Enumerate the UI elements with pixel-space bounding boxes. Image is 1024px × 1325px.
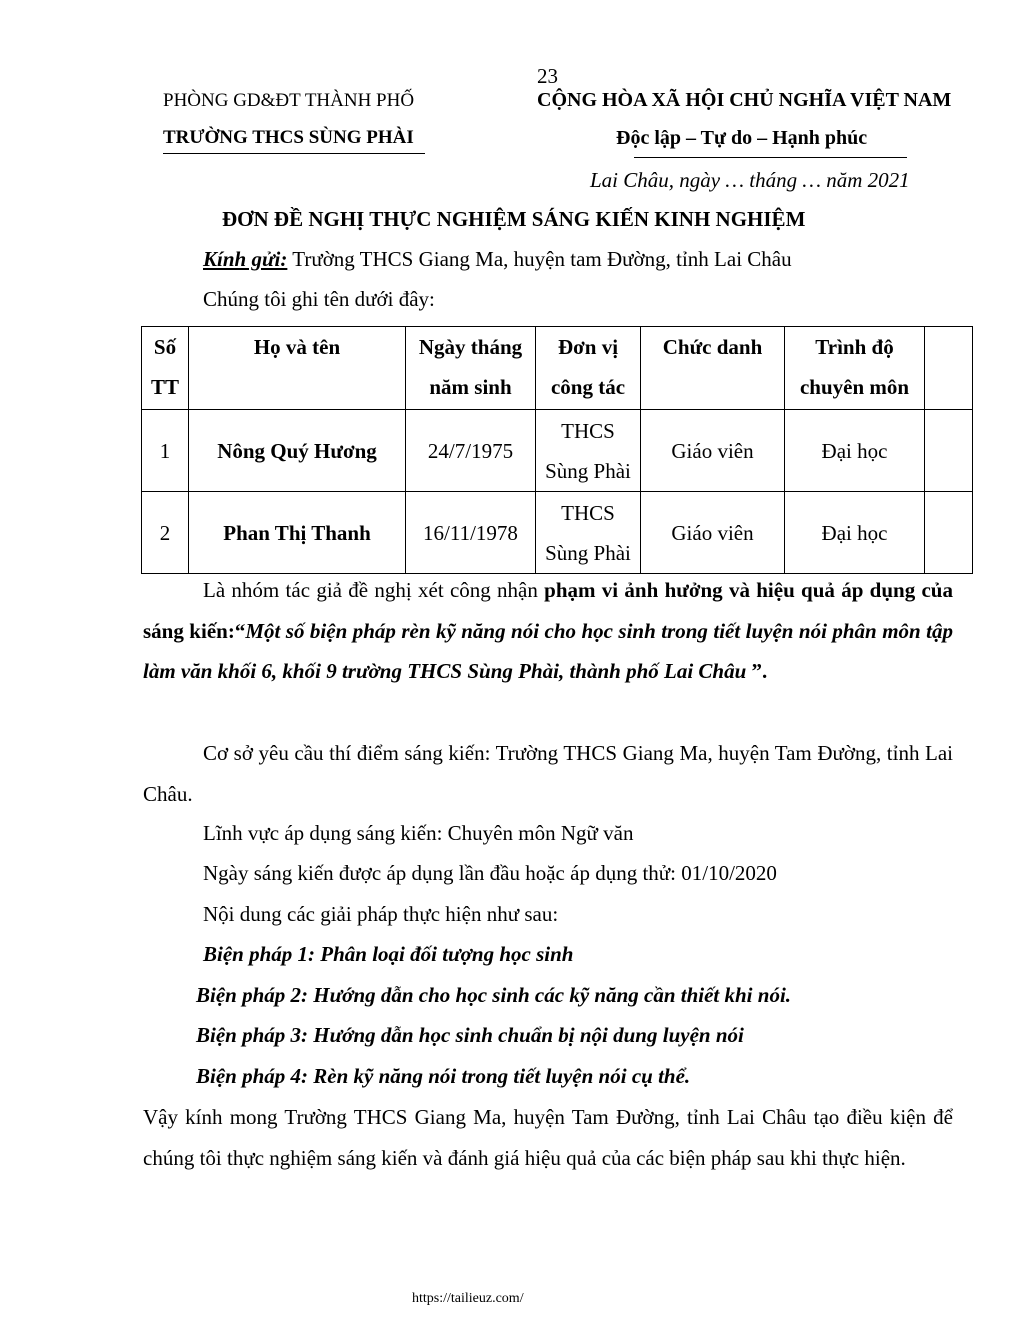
cell-level: Đại học [785, 410, 925, 492]
table-row [142, 410, 973, 492]
cell-stt: 2 [142, 492, 189, 574]
school-name: TRƯỜNG THCS SÙNG PHÀI [163, 127, 414, 148]
document-title: ĐƠN ĐỀ NGHỊ THỰC NGHIỆM SÁNG KIẾN KINH NGHIỆM [222, 207, 806, 231]
cell-dob: 24/7/1975 [406, 410, 536, 492]
department-name: PHÒNG GD&ĐT THÀNH PHỐ [163, 90, 415, 111]
header-stt: Số TT [142, 327, 189, 410]
country-name: CỘNG HÒA XÃ HỘI CHỦ NGHĨA VIỆT NAM [537, 89, 952, 111]
solutions-intro: Nội dung các giải pháp thực hiện như sau: [203, 902, 559, 926]
header-name: Họ và tên [189, 327, 406, 410]
header-level: Trình độ chuyên môn [785, 327, 925, 410]
paragraph-proposal: Là nhóm tác giả đề nghị xét công nhận phạm vi ảnh hưởng và hiệu quả áp dụng của sáng kiến:“Một số biện pháp rèn kỹ năng nói cho học sinh trong tiết luyện nói phân môn tập làm văn khối 6, khối 9 trường THCS Sùng Phài, thành phố Lai Châu ”. [143, 578, 953, 683]
staff-table [141, 326, 973, 574]
cell-level: Đại học [785, 492, 925, 574]
recipient-label: Kính gửi: [203, 247, 288, 271]
cell-stt: 1 [142, 410, 189, 492]
measure-3: Biện pháp 3: Hướng dẫn học sinh chuẩn bị nội dung luyện nói [196, 1023, 744, 1047]
paragraph-request: Vậy kính mong Trường THCS Giang Ma, huyện Tam Đường, tỉnh Lai Châu tạo điều kiện để chúng tôi thực nghiệm sáng kiến và đánh giá hiệu quả của các biện pháp sau khi thực hiện. [143, 1105, 953, 1170]
cell-name: Phan Thị Thanh [189, 492, 406, 574]
page-number: 23 [537, 64, 558, 88]
date-line: Lai Châu, ngày … tháng … năm 2021 [590, 168, 910, 192]
cell-name: Nông Quý Hương [189, 410, 406, 492]
intro-line: Chúng tôi ghi tên dưới đây: [203, 287, 435, 311]
cell-unit: THCS Sùng Phài [536, 492, 641, 574]
measure-4: Biện pháp 4: Rèn kỹ năng nói trong tiết luyện nói cụ thể. [196, 1064, 691, 1088]
recipient-text: Trường THCS Giang Ma, huyện tam Đường, tỉnh Lai Châu [287, 247, 792, 271]
field-line: Lĩnh vực áp dụng sáng kiến: Chuyên môn Ngữ văn [203, 821, 634, 845]
table-header-row [142, 327, 973, 410]
cell-dob: 16/11/1978 [406, 492, 536, 574]
header-position: Chức danh [641, 327, 785, 410]
cell-unit: THCS Sùng Phài [536, 410, 641, 492]
recipient-line [203, 249, 792, 270]
table-row [142, 492, 973, 574]
cell-position: Giáo viên [641, 492, 785, 574]
cell-position: Giáo viên [641, 410, 785, 492]
header-unit: Đơn vị công tác [536, 327, 641, 410]
national-motto: Độc lập – Tự do – Hạnh phúc [616, 127, 868, 149]
measure-1: Biện pháp 1: Phân loại đối tượng học sinh [203, 942, 574, 966]
school-underline [163, 153, 425, 154]
cell-extra [925, 410, 973, 492]
footer-url[interactable]: https://tailieuz.com/ [412, 1291, 524, 1306]
motto-underline [634, 157, 907, 158]
cell-extra [925, 492, 973, 574]
date-applied-line: Ngày sáng kiến được áp dụng lần đầu hoặc áp dụng thử: 01/10/2020 [203, 861, 777, 885]
paragraph-pilot-site: Cơ sở yêu cầu thí điểm sáng kiến: Trường THCS Giang Ma, huyện Tam Đường, tỉnh Lai Châu. [143, 741, 953, 806]
measure-2: Biện pháp 2: Hướng dẫn cho học sinh các kỹ năng cần thiết khi nói. [196, 983, 792, 1007]
header-dob: Ngày tháng năm sinh [406, 327, 536, 410]
header-extra [925, 327, 973, 410]
